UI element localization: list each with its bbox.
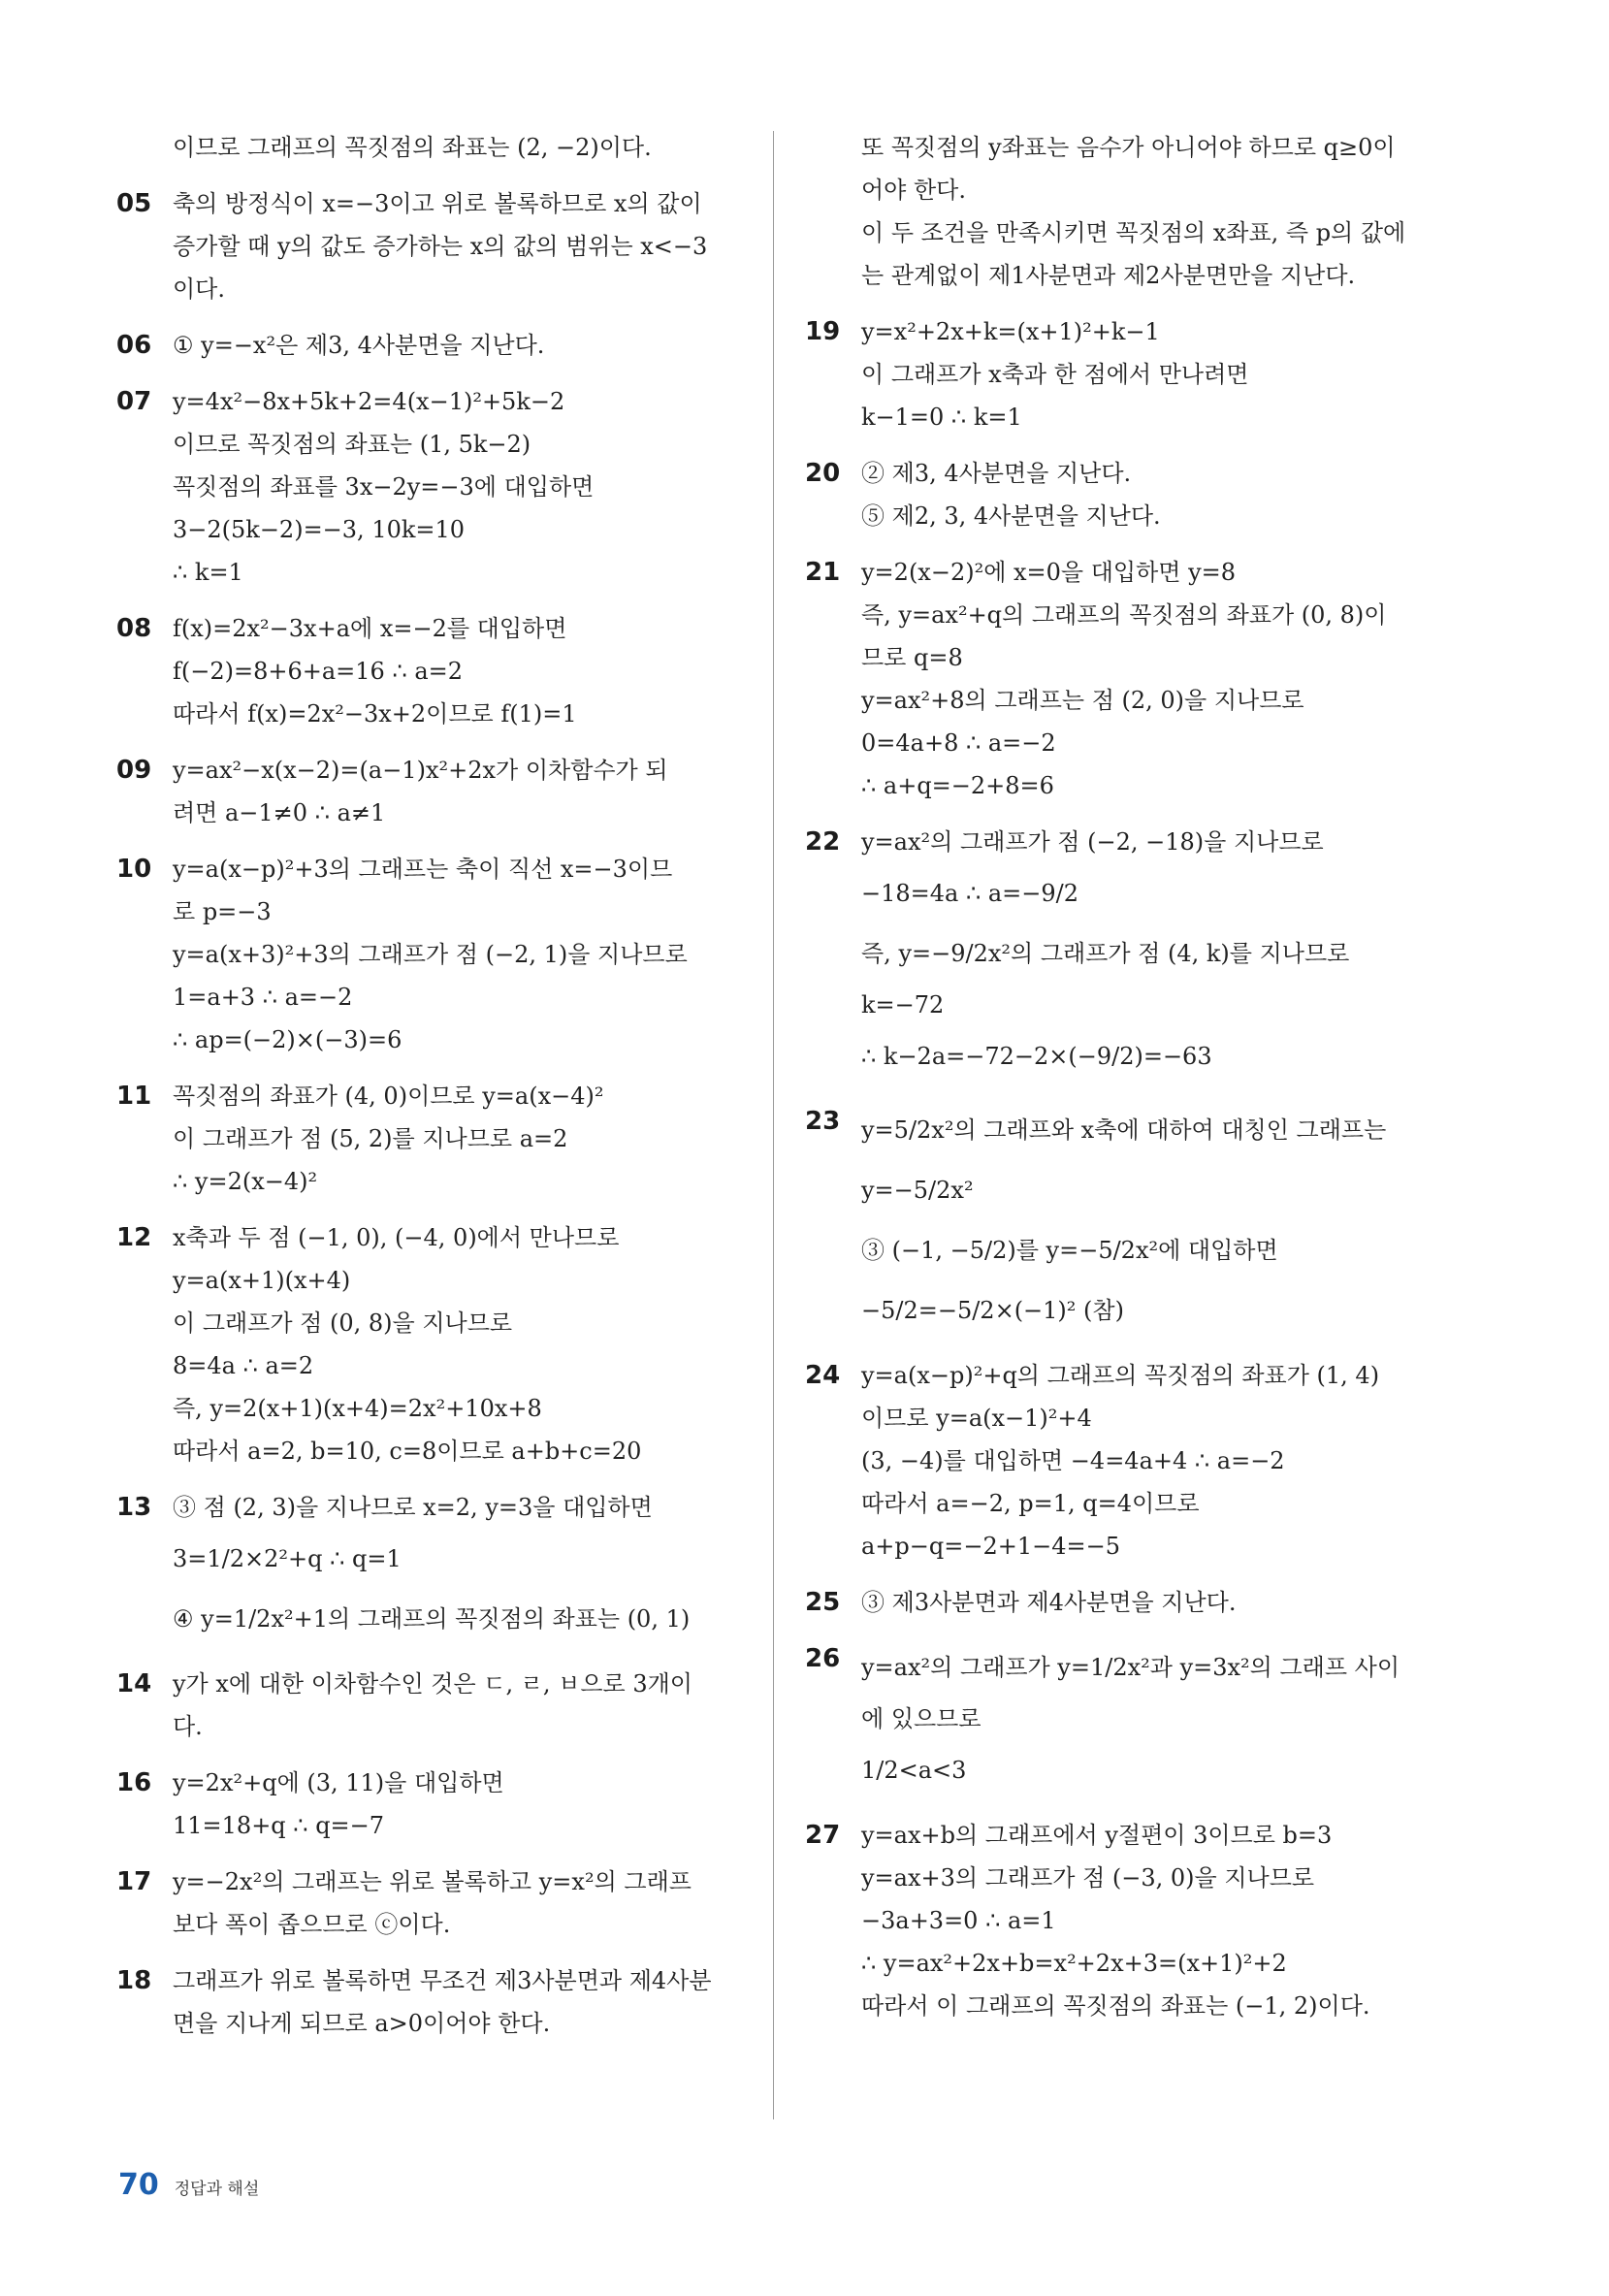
problem-number: 16 <box>116 1768 152 1797</box>
solution-block <box>116 1075 737 1203</box>
solution-line: −18=4a ∴ a=−9/2 <box>861 880 1079 907</box>
solution-line: 증가할 때 y의 값도 증가하는 x의 값의 범위는 x<−3 <box>173 233 708 260</box>
solution-line: y=ax+3의 그래프가 점 (−3, 0)을 지나므로 <box>861 1864 1315 1892</box>
solution-block <box>805 1354 1426 1568</box>
solution-line: a+p−q=−2+1−4=−5 <box>861 1533 1120 1560</box>
solution-line: ③ 제3사분면과 제4사분면을 지난다. <box>861 1589 1237 1616</box>
solution-line: 에 있으므로 <box>861 1705 981 1732</box>
solution-line: 려면 a−1≠0 ∴ a≠1 <box>173 799 386 826</box>
problem-number: 26 <box>805 1644 841 1673</box>
solution-line: 꼭짓점의 좌표를 3x−2y=−3에 대입하면 <box>173 473 595 501</box>
problem-number: 07 <box>116 387 152 416</box>
solution-block <box>805 1637 1426 1800</box>
solution-block <box>805 310 1426 438</box>
solution-line: y=x²+2x+k=(x+1)²+k−1 <box>861 318 1160 345</box>
page-footer <box>118 2168 259 2202</box>
solution-line: 따라서 a=2, b=10, c=8이므로 a+b+c=20 <box>173 1438 642 1465</box>
solution-block <box>805 1581 1426 1624</box>
solution-block <box>116 848 737 1061</box>
solution-line: 이 두 조건을 만족시키면 꼭짓점의 x좌표, 즉 p의 값에 <box>861 219 1406 246</box>
solution-line: ③ (−1, −5/2)를 y=−5/2x²에 대입하면 <box>861 1237 1278 1264</box>
solution-block <box>805 452 1426 537</box>
problem-number: 22 <box>805 827 841 857</box>
problem-number: 13 <box>116 1493 152 1522</box>
solution-block <box>116 324 737 367</box>
solution-line: 따라서 f(x)=2x²−3x+2이므로 f(1)=1 <box>173 700 577 728</box>
solution-block <box>116 607 737 735</box>
solution-line: ∴ k=1 <box>173 559 243 586</box>
problem-number: 08 <box>116 614 152 643</box>
problem-number: 25 <box>805 1588 841 1617</box>
solution-line: y=ax²의 그래프가 점 (−2, −18)을 지나므로 <box>861 828 1324 856</box>
solution-line: −3a+3=0 ∴ a=1 <box>861 1907 1056 1934</box>
solution-line: ∴ y=ax²+2x+b=x²+2x+3=(x+1)²+2 <box>861 1950 1287 1977</box>
solution-line: 면을 지나게 되므로 a>0이어야 한다. <box>173 2010 551 2037</box>
problem-number: 05 <box>116 189 152 218</box>
solution-line: y가 x에 대한 이차함수인 것은 ㄷ, ㄹ, ㅂ으로 3개이 <box>173 1670 692 1698</box>
solution-block <box>805 1100 1426 1341</box>
solution-line: y=ax+b의 그래프에서 y절편이 3이므로 b=3 <box>861 1822 1333 1849</box>
solution-line: y=2x²+q에 (3, 11)을 대입하면 <box>173 1769 504 1796</box>
solution-block <box>116 1860 737 1946</box>
solution-line: y=2(x−2)²에 x=0을 대입하면 y=8 <box>861 559 1237 586</box>
solution-block <box>116 1486 737 1649</box>
column-divider <box>773 131 774 2119</box>
solution-line: 3=1/2×2²+q ∴ q=1 <box>173 1545 402 1572</box>
solution-line: 이므로 y=a(x−1)²+4 <box>861 1405 1092 1432</box>
solution-line: 따라서 이 그래프의 꼭짓점의 좌표는 (−1, 2)이다. <box>861 1992 1370 2020</box>
solution-line: ④ y=1/2x²+1의 그래프의 꼭짓점의 좌표는 (0, 1) <box>173 1605 691 1633</box>
solution-line: 는 관계없이 제1사분면과 제2사분면만을 지난다. <box>861 262 1356 289</box>
solution-line: 이 그래프가 점 (0, 8)을 지나므로 <box>173 1310 513 1337</box>
solution-line: ③ 점 (2, 3)을 지나므로 x=2, y=3을 대입하면 <box>173 1494 653 1521</box>
solution-line: f(−2)=8+6+a=16 ∴ a=2 <box>173 658 464 685</box>
solution-line: k−1=0 ∴ k=1 <box>861 404 1022 431</box>
problem-number: 06 <box>116 331 152 360</box>
solution-line: 또 꼭짓점의 y좌표는 음수가 아니어야 하므로 q≥0이 <box>861 134 1396 161</box>
solution-line: y=ax²−x(x−2)=(a−1)x²+2x가 이차함수가 되 <box>173 757 668 784</box>
solution-line: 이므로 그래프의 꼭짓점의 좌표는 (2, −2)이다. <box>173 134 652 161</box>
solution-line: 어야 한다. <box>861 177 966 204</box>
footer-label: 정답과 해설 <box>174 2180 260 2199</box>
solution-block <box>116 1762 737 1847</box>
solution-block <box>116 749 737 834</box>
solution-line: ∴ ap=(−2)×(−3)=6 <box>173 1026 402 1053</box>
solution-line: (3, −4)를 대입하면 −4=4a+4 ∴ a=−2 <box>861 1447 1285 1474</box>
right-column <box>805 126 1426 2041</box>
solution-line: 즉, y=2(x+1)(x+4)=2x²+10x+8 <box>173 1395 542 1422</box>
solution-line: y=ax²+8의 그래프는 점 (2, 0)을 지나므로 <box>861 687 1304 714</box>
solution-line: 따라서 a=−2, p=1, q=4이므로 <box>861 1490 1200 1517</box>
solution-line: 이 그래프가 점 (5, 2)를 지나므로 a=2 <box>173 1125 568 1152</box>
problem-number: 18 <box>116 1966 152 1995</box>
problem-number: 10 <box>116 855 152 884</box>
solution-line: ∴ a+q=−2+8=6 <box>861 772 1054 799</box>
problem-number: 09 <box>116 756 152 785</box>
solution-line: 11=18+q ∴ q=−7 <box>173 1812 385 1839</box>
solution-block <box>805 551 1426 807</box>
solution-line: y=a(x−p)²+q의 그래프의 꼭짓점의 좌표가 (1, 4) <box>861 1362 1380 1389</box>
solution-line: y=a(x+1)(x+4) <box>173 1267 351 1294</box>
solution-block <box>116 1959 737 2045</box>
solution-line: 1/2<a<3 <box>861 1757 967 1784</box>
solution-line: f(x)=2x²−3x+a에 x=−2를 대입하면 <box>173 615 567 642</box>
solution-line: 1=a+3 ∴ a=−2 <box>173 984 353 1011</box>
problem-number: 11 <box>116 1082 152 1111</box>
solution-block <box>116 1216 737 1472</box>
solution-line: 그래프가 위로 볼록하면 무조건 제3사분면과 제4사분 <box>173 1967 712 1994</box>
solution-line: y=5/2x²의 그래프와 x축에 대하여 대칭인 그래프는 <box>861 1116 1387 1144</box>
solution-block <box>805 126 1426 297</box>
solution-line: 꼭짓점의 좌표가 (4, 0)이므로 y=a(x−4)² <box>173 1083 604 1110</box>
solution-line: ∴ k−2a=−72−2×(−9/2)=−63 <box>861 1043 1212 1070</box>
problem-number: 23 <box>805 1107 841 1136</box>
solution-line: y=a(x+3)²+3의 그래프가 점 (−2, 1)을 지나므로 <box>173 941 688 968</box>
page-number: 70 <box>118 2168 159 2202</box>
problem-number: 12 <box>116 1223 152 1252</box>
solution-line: 축의 방정식이 x=−3이고 위로 볼록하므로 x의 값이 <box>173 190 702 217</box>
left-column <box>116 126 737 2058</box>
problem-number: 19 <box>805 317 841 346</box>
problem-number: 24 <box>805 1361 841 1390</box>
solution-line: −5/2=−5/2×(−1)² (참) <box>861 1297 1124 1324</box>
solution-line: 0=4a+8 ∴ a=−2 <box>861 729 1056 757</box>
solution-line: 3−2(5k−2)=−3, 10k=10 <box>173 516 466 543</box>
solution-line: ∴ y=2(x−4)² <box>173 1168 318 1195</box>
solution-line: y=ax²의 그래프가 y=1/2x²과 y=3x²의 그래프 사이 <box>861 1654 1400 1681</box>
solution-line: ① y=−x²은 제3, 4사분면을 지난다. <box>173 332 545 359</box>
solution-line: k=−72 <box>861 991 945 1019</box>
solution-line: y=−5/2x² <box>861 1177 974 1204</box>
solution-line: y=−2x²의 그래프는 위로 볼록하고 y=x²의 그래프 <box>173 1868 692 1895</box>
solution-line: 즉, y=−9/2x²의 그래프가 점 (4, k)를 지나므로 <box>861 940 1350 967</box>
solution-line: 이다. <box>173 275 225 303</box>
solution-line: ⑤ 제2, 3, 4사분면을 지난다. <box>861 502 1161 530</box>
solution-line: 므로 q=8 <box>861 644 963 671</box>
solution-line: 즉, y=ax²+q의 그래프의 꼭짓점의 좌표가 (0, 8)이 <box>861 601 1387 629</box>
solution-block <box>116 1663 737 1748</box>
problem-number: 21 <box>805 558 841 587</box>
solution-block <box>805 821 1426 1086</box>
solution-line: 보다 폭이 좁으므로 ⓒ이다. <box>173 1911 451 1938</box>
solution-line: 이 그래프가 x축과 한 점에서 만나려면 <box>861 361 1249 388</box>
solution-line: 로 p=−3 <box>173 898 272 925</box>
solution-block <box>116 380 737 594</box>
solution-block <box>116 126 737 169</box>
problem-number: 14 <box>116 1669 152 1698</box>
problem-number: 20 <box>805 459 841 488</box>
solution-line: 다. <box>173 1713 203 1740</box>
problem-number: 17 <box>116 1867 152 1896</box>
solution-line: x축과 두 점 (−1, 0), (−4, 0)에서 만나므로 <box>173 1224 620 1251</box>
solution-line: ② 제3, 4사분면을 지난다. <box>861 460 1132 487</box>
solution-line: 8=4a ∴ a=2 <box>173 1352 314 1379</box>
solution-block <box>805 1814 1426 2027</box>
solution-line: y=4x²−8x+5k+2=4(x−1)²+5k−2 <box>173 388 565 415</box>
solution-line: 이므로 꼭짓점의 좌표는 (1, 5k−2) <box>173 431 531 458</box>
solution-block <box>116 182 737 310</box>
problem-number: 27 <box>805 1821 841 1850</box>
solution-line: y=a(x−p)²+3의 그래프는 축이 직선 x=−3이므 <box>173 856 673 883</box>
